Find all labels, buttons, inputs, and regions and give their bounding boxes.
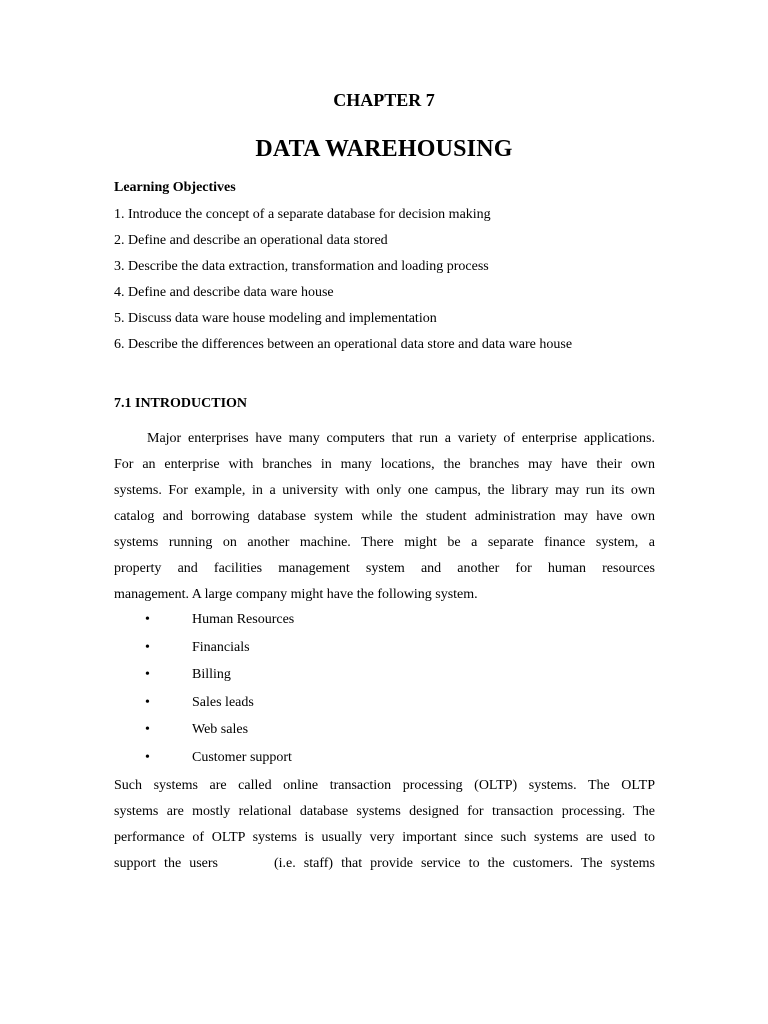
list-item-label: Human Resources [192, 612, 295, 627]
objective-item: 3. Describe the data extraction, transformation and loading process [114, 259, 489, 274]
bullet-icon: • [145, 749, 150, 765]
list-item-label: Billing [192, 667, 231, 682]
paragraph-line: Major enterprises have many computers that run a variety of enterprise applications. [147, 431, 655, 446]
bullet-icon: • [145, 667, 150, 682]
paragraph-line: performance of OLTP systems is usually very important since such systems are used to [114, 830, 655, 845]
bullet-icon: • [145, 612, 150, 627]
bullet-icon: • [145, 694, 150, 710]
section-heading: 7.1 INTRODUCTION [114, 396, 248, 411]
paragraph-line-end: (i.e. staff) that provide service to the customers. The systems [273, 856, 655, 871]
objective-item: 2. Define and describe an operational data stored [114, 233, 388, 248]
list-item-label: Financials [192, 639, 250, 655]
paragraph-line: systems are mostly relational database systems designed for transaction processing. The [114, 804, 655, 819]
list-item-label: Sales leads [192, 694, 254, 710]
paragraph-line: property and facilities management system and another for human resources [114, 561, 655, 576]
objective-item: 4. Define and describe data ware house [114, 285, 334, 300]
paragraph-line: For an enterprise with branches in many locations, the branches may have their own [114, 457, 655, 472]
objective-item: 6. Describe the differences between an operational data store and data ware house [114, 337, 573, 352]
objective-item: 5. Discuss data ware house modeling and implementation [114, 311, 437, 326]
list-item-label: Web sales [192, 722, 249, 737]
paragraph-line: catalog and borrowing database system while the student administration may have own [114, 509, 655, 524]
chapter-label: CHAPTER 7 [333, 90, 435, 110]
list-item-label: Customer support [192, 749, 292, 765]
learning-objectives-list [114, 206, 572, 362]
paragraph-line: systems running on another machine. There might be a separate finance system, a [114, 535, 655, 550]
bullet-icon: • [145, 639, 150, 655]
paragraph-line: management. A large company might have the following system. [114, 587, 478, 602]
objective-item: 1. Introduce the concept of a separate database for decision making [114, 207, 491, 222]
paragraph-line-start: support the users [114, 856, 218, 871]
bullet-icon: • [145, 722, 150, 737]
paragraph-line: systems. For example, in a university with only one campus, the library may run its own [114, 483, 655, 498]
paragraph-line [114, 851, 655, 877]
oltp-paragraph [114, 773, 655, 877]
paragraph-line: Such systems are called online transaction processing (OLTP) systems. The OLTP [114, 778, 655, 793]
page-title: DATA WAREHOUSING [255, 136, 513, 162]
learning-objectives-heading: Learning Objectives [114, 180, 236, 195]
intro-paragraph [114, 426, 655, 608]
